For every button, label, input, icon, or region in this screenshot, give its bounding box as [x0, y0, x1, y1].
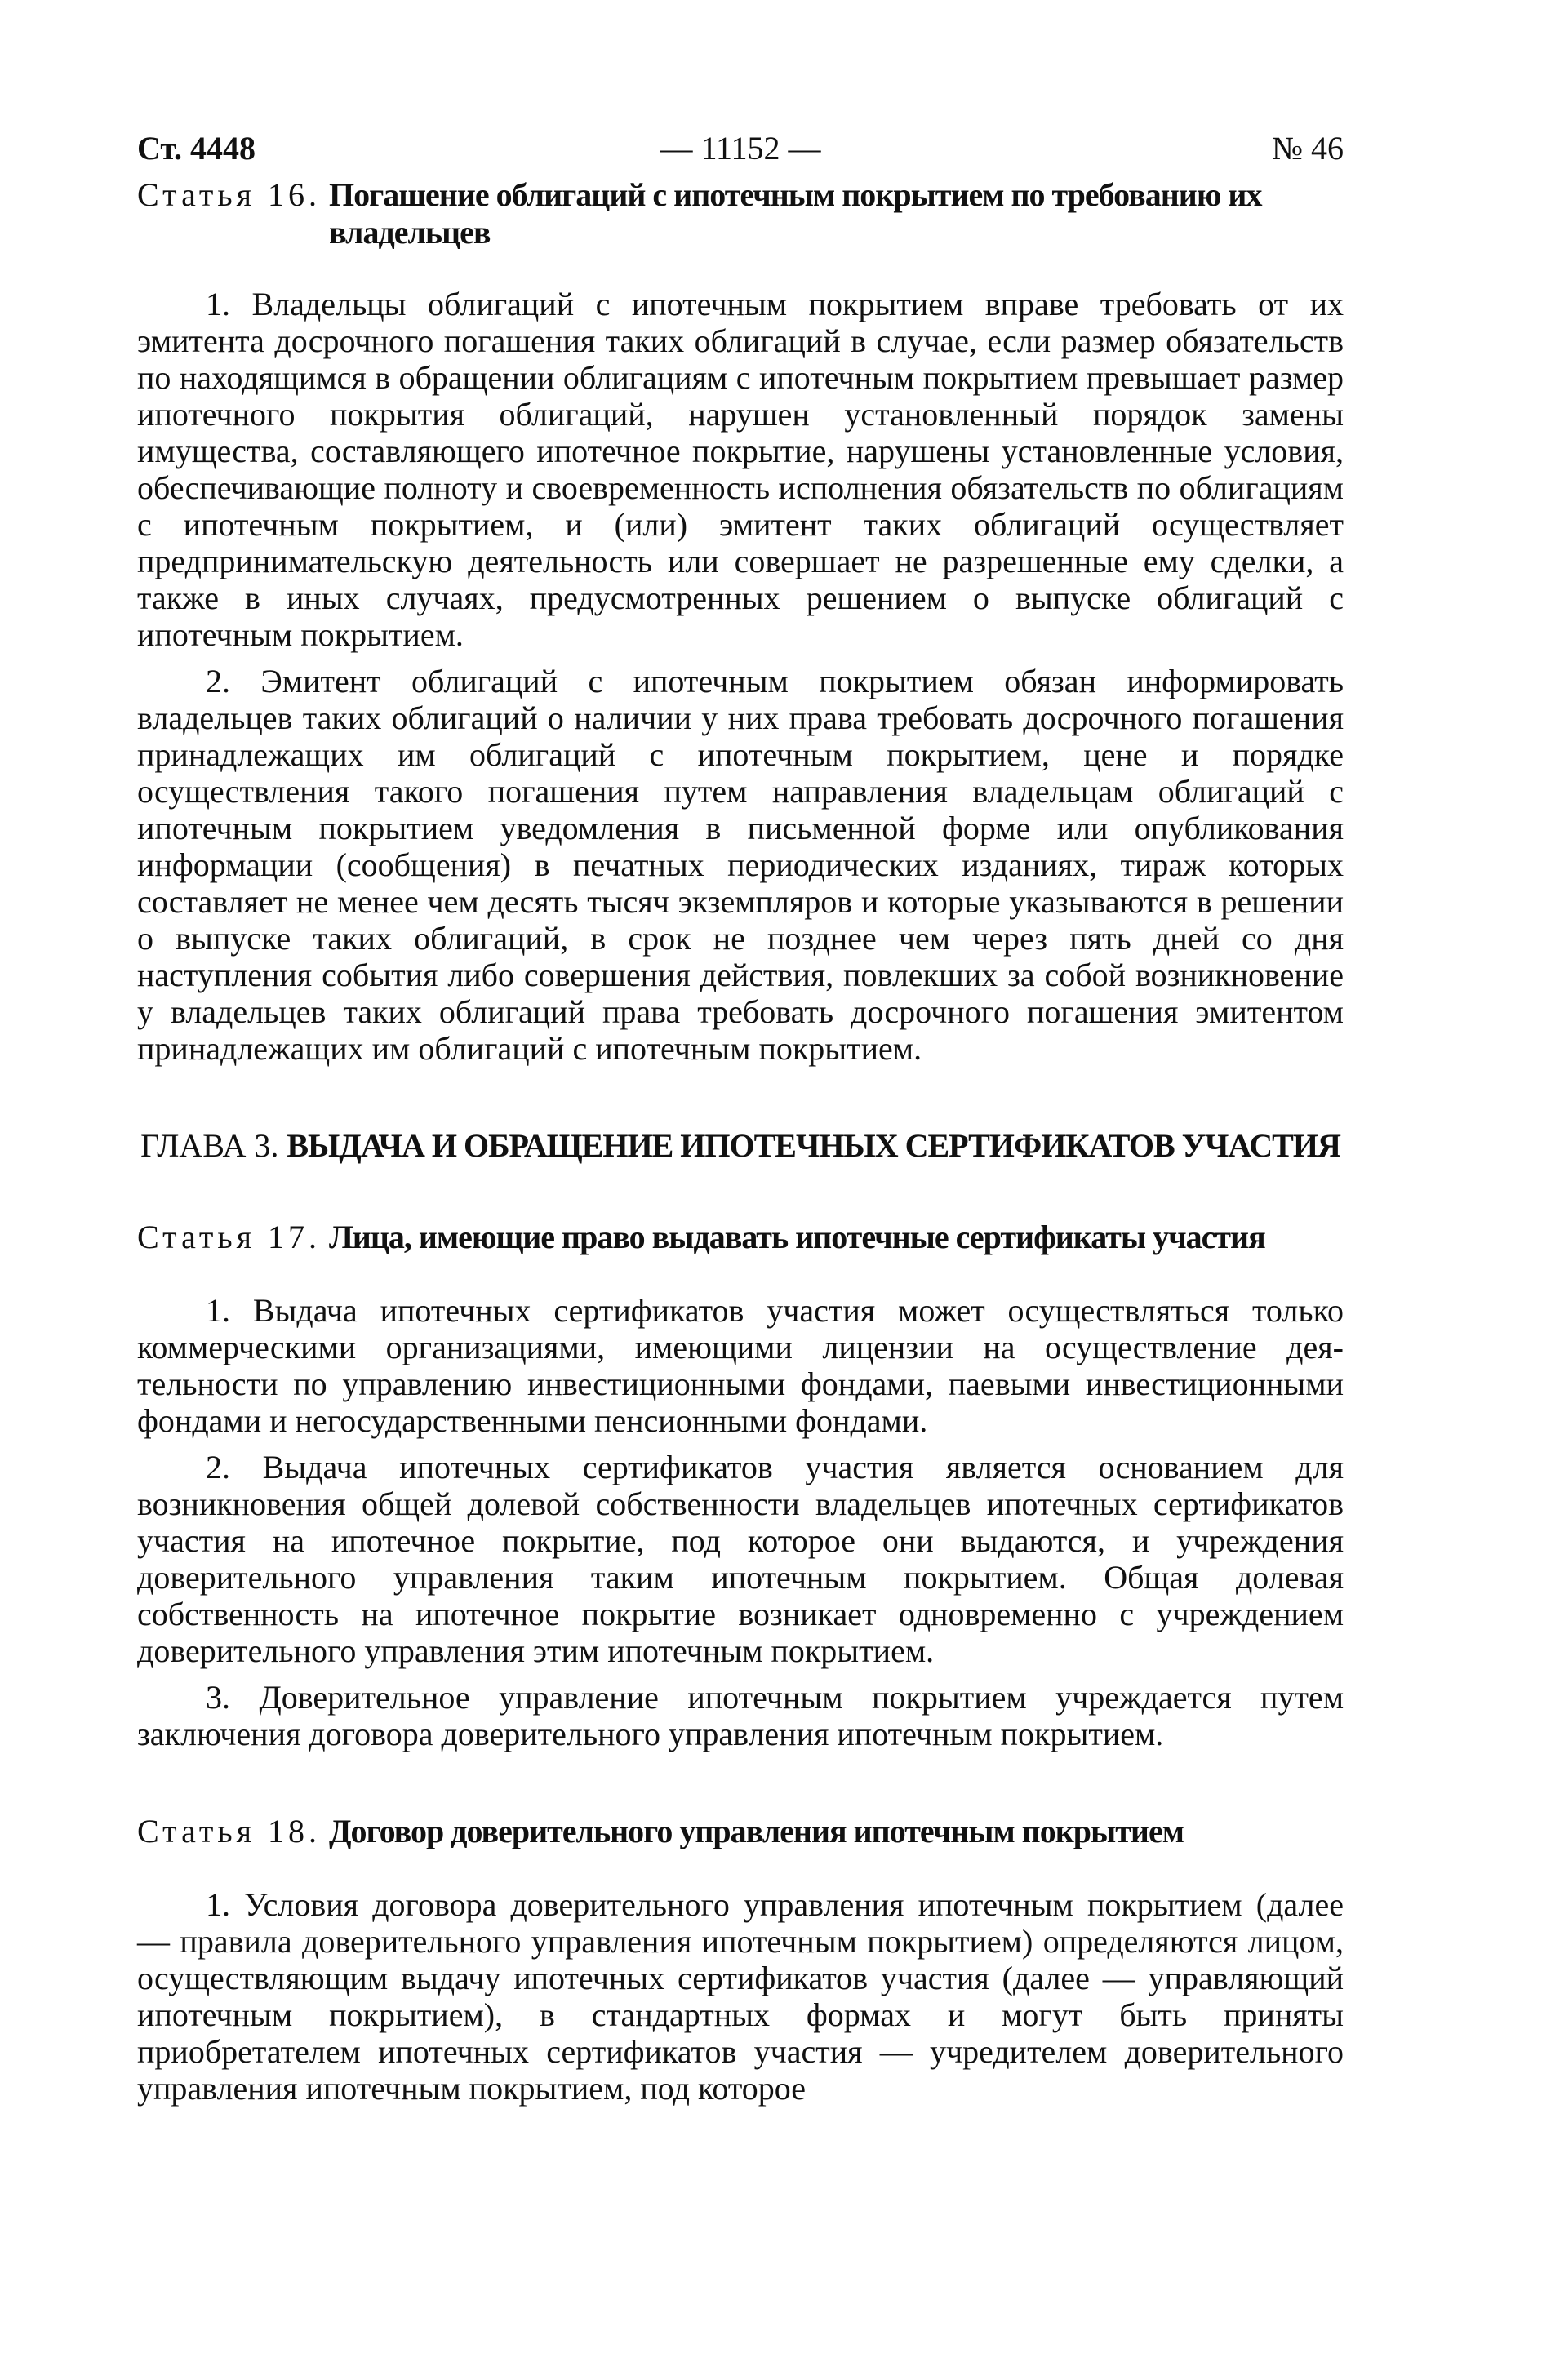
article-16-label: Статья 16. [137, 176, 321, 213]
article-18-paragraph-1: 1. Условия договора доверительного управления ипотечным покрытием (далее — правила доверительного управления ипотечным покрытием) определяются лицом, осуществляющим выдачу ипотечных сертификатов участия (далее — управляющий ипотечным покрытием), в стандартных формах и могут быть приняты приобретателем ипотечных сертификатов участия — учредителем доверительного управления ипотечным покрытием, под которое [137, 1886, 1344, 2107]
article-16-title: Погашение облигаций с ипотечным покрытием по требованию их владельцев [328, 176, 1262, 251]
article-17-paragraph-3: 3. Доверительное управление ипотечным покрытием учреждается путем заключения договора доверительного управления ипотечным покрытием. [137, 1679, 1344, 1752]
article-17-title: Лица, имеющие право выдавать ипотечные сертификаты участия [328, 1219, 1265, 1255]
article-16-heading [137, 176, 1344, 251]
article-18-heading [137, 1813, 1344, 1850]
document-page [137, 122, 1344, 2107]
article-17-paragraph-1: 1. Выдача ипотечных сертификатов участия может осуществляться только коммерческими организациями, имеющими лицензии на осуществление деятельности по управлению инвестиционными фондами, паевыми инвестиционными фондами и негосударственными пенсионными фондами. [137, 1292, 1344, 1439]
issue-number: № 46 [1271, 130, 1344, 167]
page-ref: Ст. 4448 [137, 130, 256, 167]
article-18-label: Статья 18. [137, 1813, 321, 1849]
article-16-paragraph-2: 2. Эмитент облигаций с ипотечным покрытием обязан информировать владельцев таких облигаций о наличии у них права требовать досрочного погашения принадлежащих им облигаций с ипотечным покрытием, цене и порядке осуществления такого погашения путем направления владельцам облигаций с ипотечным покрытием уведомления в письменной форме или опубликования информации (сообщения) в печатных периодических изданиях, тираж которых составляет не менее чем десять тысяч экземпляров и которые указываются в решении о выпуске таких облигаций, в срок не позднее чем через пять дней со дня наступления события либо совершения действия, повлекших за собой возникновение у владельцев таких облигаций права требовать досрочного погашения эмитентом принадлежащих им облигаций с ипотечным покрытием. [137, 663, 1344, 1067]
article-16-paragraph-1: 1. Владельцы облигаций с ипотечным покрытием вправе требовать от их эмитента досрочного погашения таких облигаций в случае, если размер обязательств по находящимся в обращении облигациям с ипотечным покрытием превышает размер ипотечного покрытия облигаций, нарушен установленный порядок замены имущества, составляющего ипотечное покрытие, нарушены установленные условия, обеспечивающие полноту и своевременность исполнения обязательств по облигациям с ипотечным покрытием, и (или) эмитент таких облигаций осуществляет предпринимательскую деятельность или совершает не разрешенные ему сделки, а также в иных случаях, предусмотренных решением о выпуске облигаций с ипотечным покрытием. [137, 286, 1344, 653]
article-17-heading [137, 1219, 1344, 1256]
article-18-title: Договор доверительного управления ипотечным покрытием [328, 1813, 1184, 1849]
article-17-paragraph-2: 2. Выдача ипотечных сертификатов участия является основанием для возникновения общей долевой собственности владельцев ипотечных сертификатов участия на ипотечное покрытие, под которое они выдаются, и учреждения доверительного управления таким ипотечным покрытием. Общая долевая собственность на ипотечное покрытие возникает одновременно с учреждением доверительного управления этим ипотечным покрытием. [137, 1449, 1344, 1669]
chapter-3-title: ВЫДАЧА И ОБРАЩЕНИЕ ИПОТЕЧНЫХ СЕРТИФИКАТОВ УЧАСТИЯ [287, 1127, 1340, 1164]
article-17-label: Статья 17. [137, 1219, 321, 1255]
chapter-3-heading [137, 1127, 1344, 1165]
page-number: — 11152 — [660, 130, 821, 167]
running-header [137, 122, 1344, 175]
chapter-3-label: ГЛАВА 3. [140, 1127, 279, 1164]
